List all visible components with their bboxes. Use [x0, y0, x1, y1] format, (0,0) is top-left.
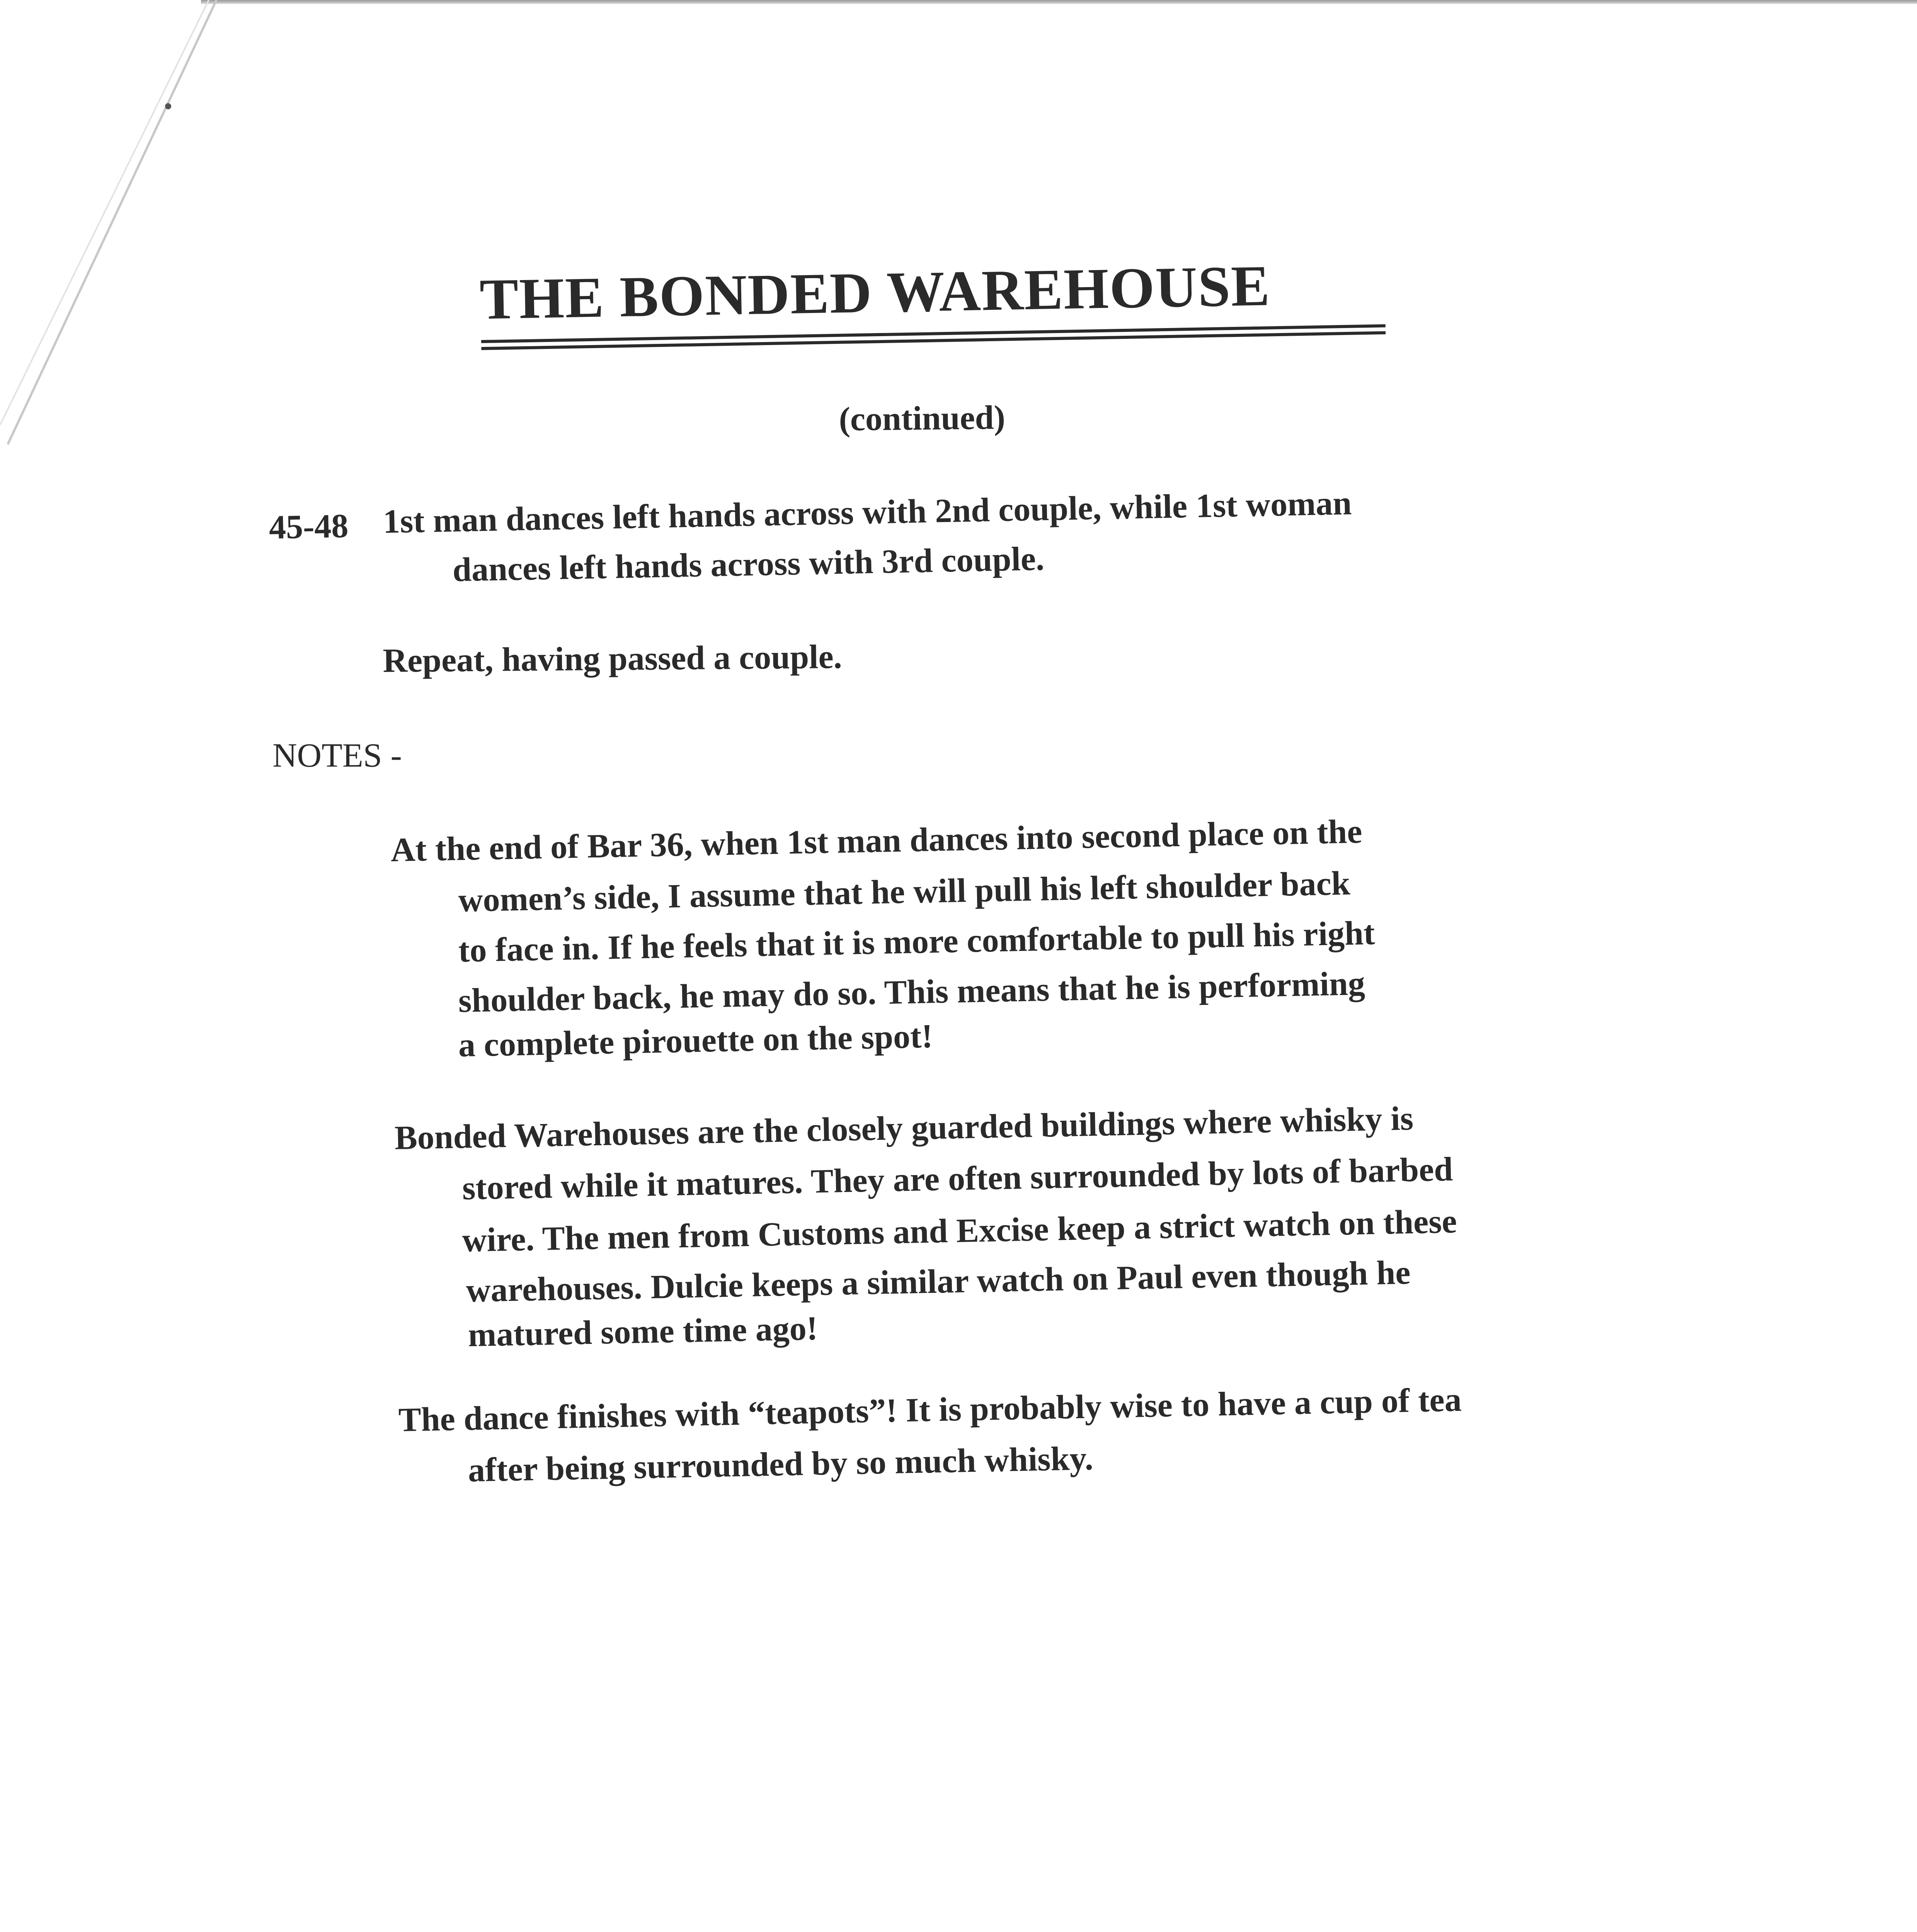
- note-1-line-1: At the end of Bar 36, when 1st man dances into second place on the: [390, 813, 1363, 869]
- notes-heading: NOTES -: [272, 737, 402, 774]
- repeat-instruction: Repeat, having passed a couple.: [383, 638, 842, 680]
- scan-edge-top: [201, 0, 1917, 4]
- note-1-line-3: to face in. If he feels that it is more comfortable to pull his right: [458, 914, 1376, 969]
- note-2-line-5: matured some time ago!: [468, 1310, 818, 1354]
- note-3-line-2: after being surrounded by so much whisky.: [468, 1439, 1094, 1489]
- page-title: THE BONDED WAREHOUSE: [479, 253, 1271, 332]
- note-1-line-5: a complete pirouette on the spot!: [458, 1017, 933, 1064]
- bar-range-label: 45-48: [269, 507, 349, 546]
- note-3-line-1: The dance finishes with “teapots”! It is probably wise to have a cup of tea: [398, 1381, 1462, 1439]
- note-1-line-2: women’s side, I assume that he will pull his left shoulder back: [458, 864, 1351, 919]
- note-2-line-1: Bonded Warehouses are the closely guarded buildings where whisky is: [394, 1100, 1414, 1157]
- note-2-line-2: stored while it matures. They are often surrounded by lots of barbed: [462, 1150, 1453, 1207]
- note-2-line-3: wire. The men from Customs and Excise keep a strict watch on these: [462, 1202, 1457, 1259]
- note-1-line-4: shoulder back, he may do so. This means that he is performing: [458, 964, 1365, 1020]
- page-subtitle: (continued): [839, 399, 1006, 438]
- scan-fold-line: [0, 0, 232, 464]
- figure-line-2: dances left hands across with 3rd couple.: [452, 540, 1045, 589]
- note-2-line-4: warehouses. Dulcie keeps a similar watch on Paul even though he: [466, 1254, 1411, 1310]
- figure-line-1: 1st man dances left hands across with 2nd couple, while 1st woman: [383, 484, 1352, 541]
